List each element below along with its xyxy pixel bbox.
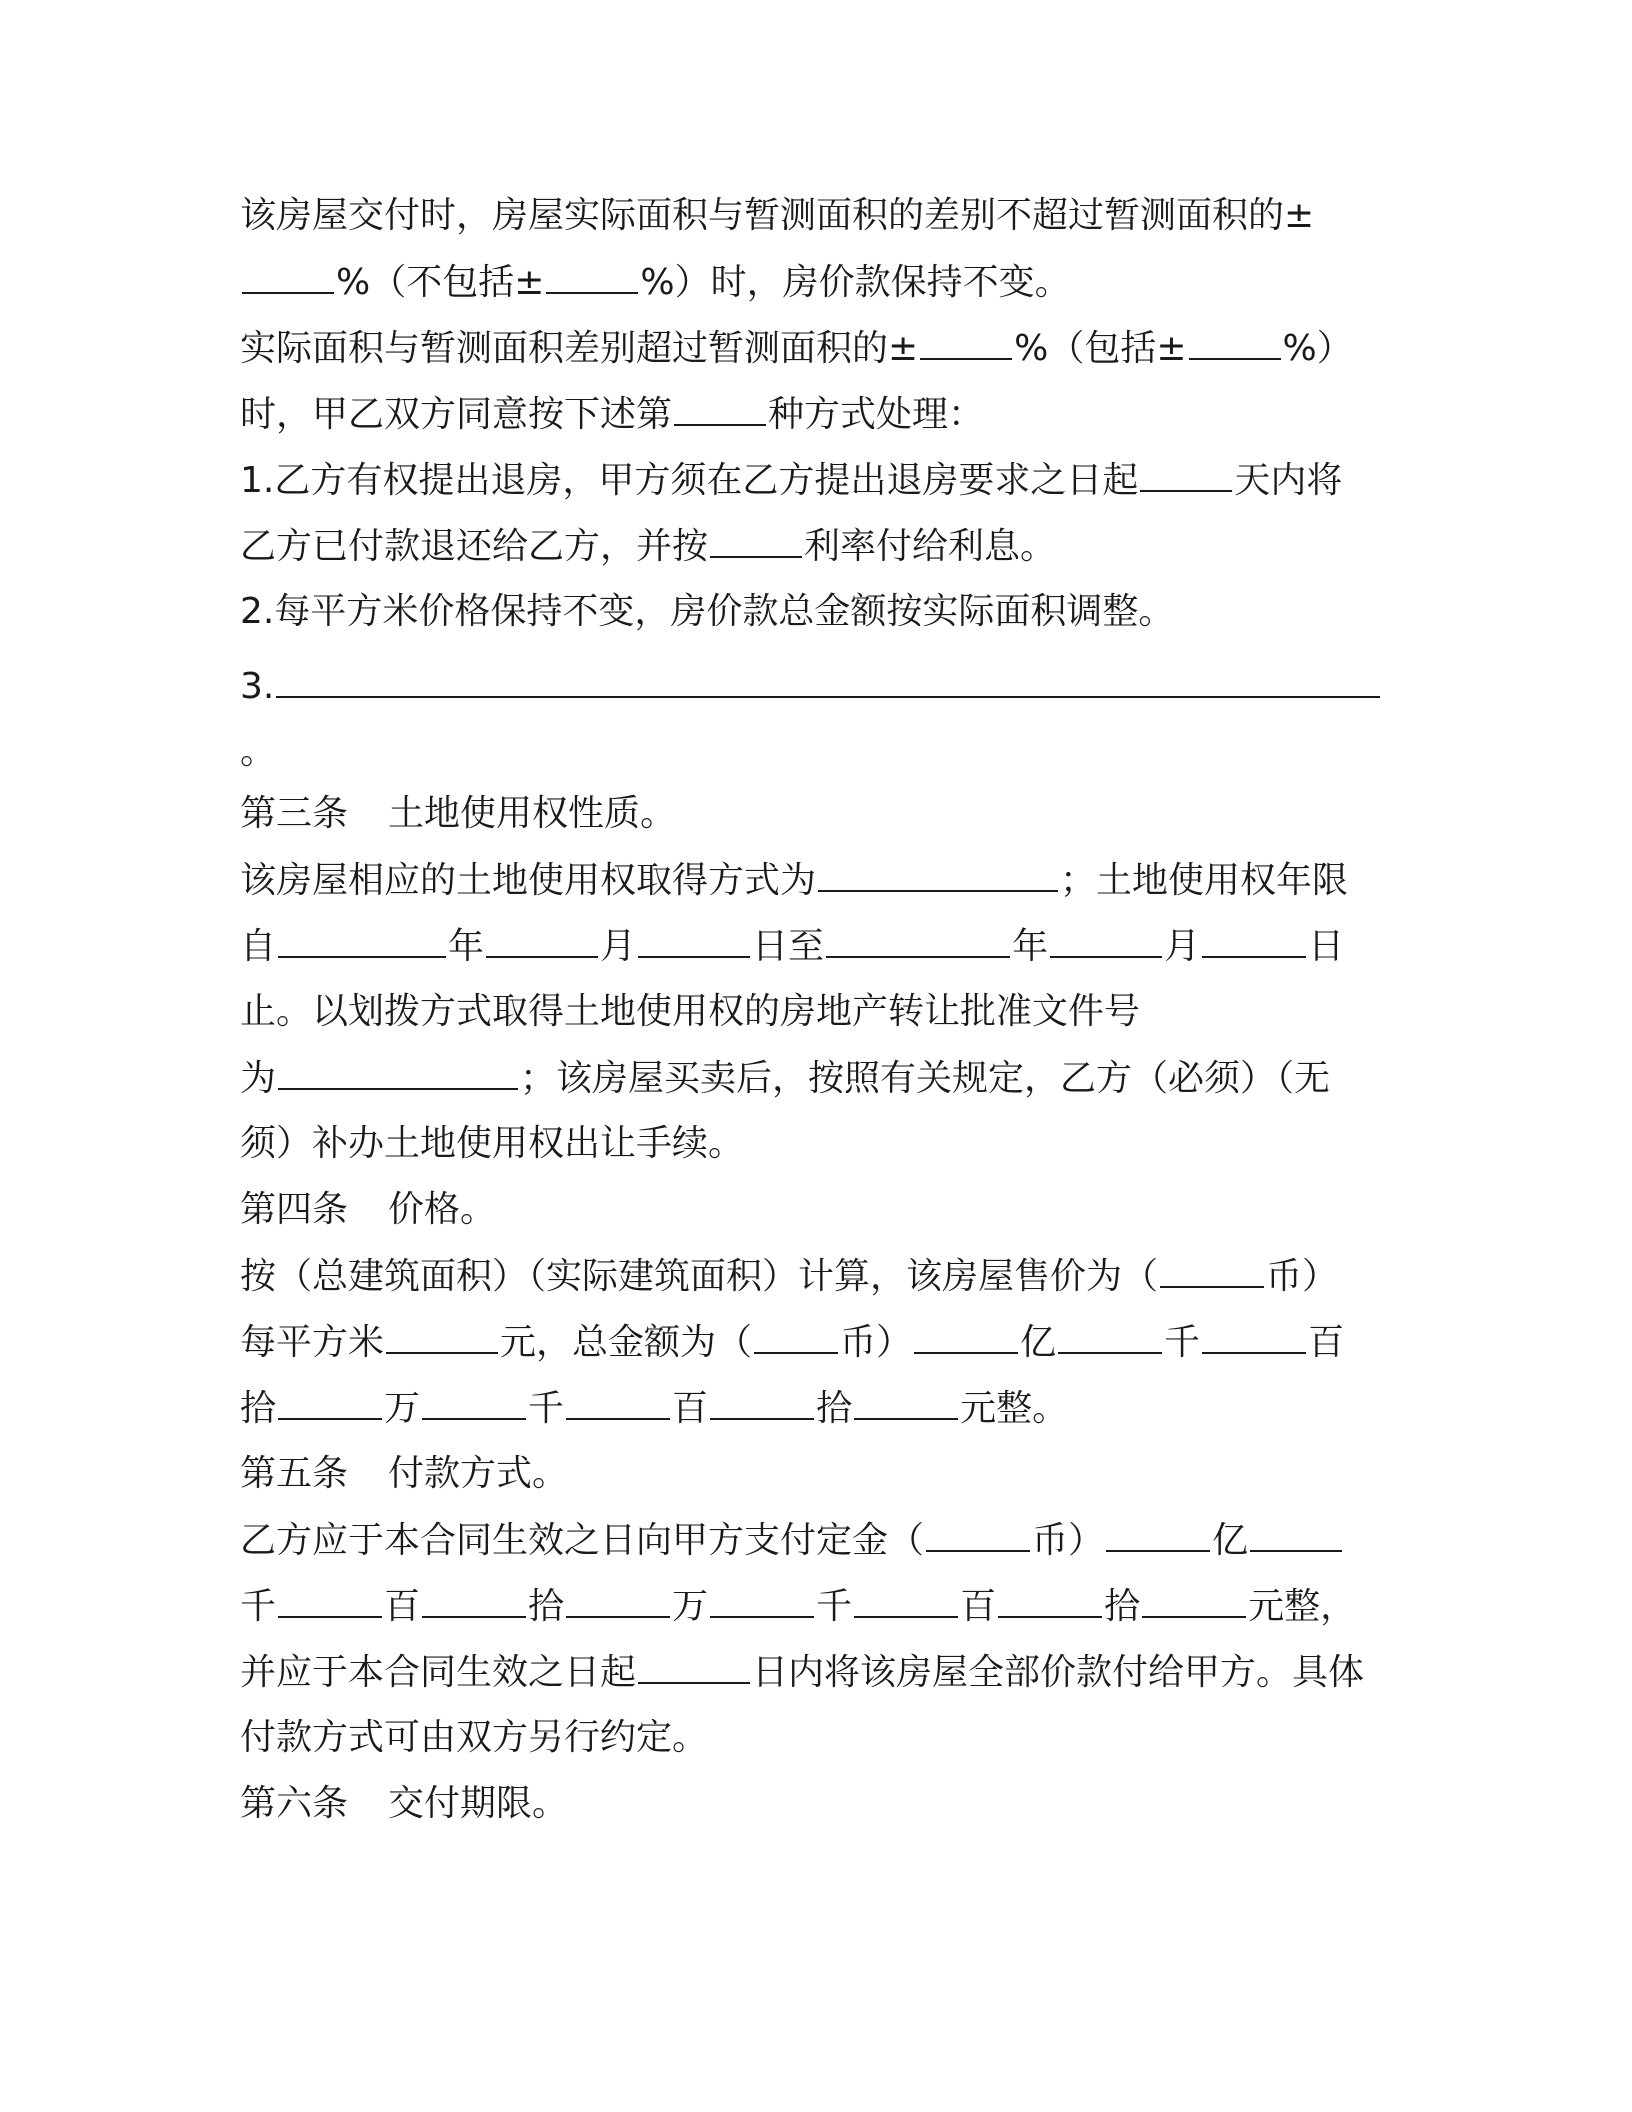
blank-field xyxy=(926,1510,1030,1552)
text-segment: %（不包括± xyxy=(336,262,545,303)
text-line xyxy=(240,1576,1390,1636)
text-line xyxy=(240,722,1390,782)
blank-field xyxy=(386,1312,498,1354)
text-line xyxy=(240,252,1390,312)
blank-field xyxy=(1202,916,1306,958)
text-segment: 月 xyxy=(1164,926,1201,967)
text-segment: 时，甲乙双方同意按下述第 xyxy=(240,394,673,435)
blank-field xyxy=(278,916,446,958)
section-title: 交付期限。 xyxy=(388,1783,569,1824)
blank-field xyxy=(278,1048,518,1090)
text-segment: 每平方米 xyxy=(240,1322,385,1363)
text-segment: 千 xyxy=(528,1388,565,1429)
text-line xyxy=(240,450,1390,510)
section-number: 第六条 xyxy=(240,1783,349,1824)
text-segment: 止。以划拨方式取得土地使用权的房地产转让批准文件号 xyxy=(240,991,1141,1032)
text-line xyxy=(240,582,1390,642)
text-segment: 年 xyxy=(1012,926,1049,967)
blank-field xyxy=(278,1576,382,1618)
text-segment: 实际面积与暂测面积差别超过暂测面积的± xyxy=(240,328,919,369)
text-line xyxy=(240,1246,1390,1306)
blank-field xyxy=(486,916,598,958)
text-segment: 亿 xyxy=(1212,1520,1249,1561)
text-segment: 元整。 xyxy=(960,1388,1069,1429)
section-title: 价格。 xyxy=(388,1189,497,1230)
blank-field xyxy=(278,1378,382,1420)
blank-field xyxy=(1250,1510,1342,1552)
blank-field xyxy=(1142,1576,1246,1618)
text-segment: 百 xyxy=(384,1586,421,1627)
blank-field xyxy=(422,1576,526,1618)
text-segment: 拾 xyxy=(528,1586,565,1627)
blank-field xyxy=(914,1312,1018,1354)
text-segment: 日至 xyxy=(752,926,825,967)
blank-field xyxy=(638,1642,750,1684)
blank-field xyxy=(566,1378,670,1420)
text-line xyxy=(240,1642,1390,1702)
text-segment: 付款方式可由双方另行约定。 xyxy=(240,1717,709,1758)
blank-field xyxy=(710,516,802,558)
text-segment: 须）补办土地使用权出让手续。 xyxy=(240,1123,745,1164)
text-segment: 乙方已付款退还给乙方，并按 xyxy=(240,526,709,567)
text-segment: 拾 xyxy=(816,1388,853,1429)
text-segment: 3. xyxy=(240,666,275,707)
blank-field xyxy=(674,384,766,426)
text-segment: 年 xyxy=(448,926,485,967)
text-segment: 百 xyxy=(960,1586,997,1627)
blank-field xyxy=(1189,318,1281,360)
text-segment: 亿 xyxy=(1020,1322,1057,1363)
text-segment: 币） xyxy=(1266,1256,1339,1297)
blank-field xyxy=(422,1378,526,1420)
text-segment: ；该房屋买卖后，按照有关规定，乙方（必须）（无 xyxy=(520,1058,1331,1099)
blank-field xyxy=(1050,916,1162,958)
section-heading xyxy=(240,784,1390,844)
blank-field xyxy=(638,916,750,958)
text-segment: %） xyxy=(1282,328,1353,369)
text-segment: 1.乙方有权提出退房，甲方须在乙方提出退房要求之日起 xyxy=(240,460,1139,501)
blank-field xyxy=(566,1576,670,1618)
text-segment: 天内将 xyxy=(1234,460,1343,501)
blank-field xyxy=(242,252,334,294)
text-segment: 日内将该房屋全部价款付给甲方。具体 xyxy=(752,1652,1365,1693)
text-segment: 种方式处理： xyxy=(768,394,985,435)
text-line xyxy=(240,1312,1390,1372)
text-line xyxy=(240,1510,1390,1570)
text-segment: 。 xyxy=(240,731,277,772)
section-heading xyxy=(240,1180,1390,1240)
text-segment: 该房屋相应的土地使用权取得方式为 xyxy=(240,860,817,901)
section-title: 付款方式。 xyxy=(388,1453,569,1494)
text-line xyxy=(240,186,1390,246)
text-segment: 该房屋交付时，房屋实际面积与暂测面积的差别不超过暂测面积的± xyxy=(240,195,1315,236)
text-line xyxy=(240,318,1390,378)
section-number: 第五条 xyxy=(240,1453,349,1494)
text-segment: %（包括± xyxy=(1014,328,1187,369)
text-line xyxy=(240,656,1390,716)
text-segment: 拾 xyxy=(1104,1586,1141,1627)
blank-field xyxy=(546,252,638,294)
text-segment: 并应于本合同生效之日起 xyxy=(240,1652,637,1693)
text-segment: 2.每平方米价格保持不变，房价款总金额按实际面积调整。 xyxy=(240,591,1175,632)
text-segment: 币） xyxy=(1032,1520,1105,1561)
blank-field xyxy=(710,1576,814,1618)
text-line xyxy=(240,1378,1390,1438)
blank-field xyxy=(818,850,1058,892)
section-title: 土地使用权性质。 xyxy=(388,793,677,834)
text-line xyxy=(240,384,1390,444)
blank-field xyxy=(998,1576,1102,1618)
text-segment: 百 xyxy=(1308,1322,1345,1363)
blank-field xyxy=(920,318,1012,360)
text-line xyxy=(240,1114,1390,1174)
text-segment: 自 xyxy=(240,926,277,967)
blank-field xyxy=(276,656,1380,698)
text-segment: 千 xyxy=(1164,1322,1201,1363)
text-segment: 日 xyxy=(1308,926,1345,967)
section-heading xyxy=(240,1774,1390,1834)
section-number: 第三条 xyxy=(240,793,349,834)
section-number: 第四条 xyxy=(240,1189,349,1230)
text-line xyxy=(240,982,1390,1042)
text-segment: 利率付给利息。 xyxy=(804,526,1057,567)
blank-field xyxy=(1202,1312,1306,1354)
text-segment: 千 xyxy=(240,1586,277,1627)
blank-field xyxy=(854,1576,958,1618)
text-segment: 元整， xyxy=(1248,1586,1357,1627)
blank-field xyxy=(754,1312,838,1354)
blank-field xyxy=(1140,450,1232,492)
text-segment: 百 xyxy=(672,1388,709,1429)
text-segment: 元，总金额为（ xyxy=(500,1322,753,1363)
text-line xyxy=(240,1048,1390,1108)
blank-field xyxy=(710,1378,814,1420)
text-line xyxy=(240,1708,1390,1768)
text-segment: 乙方应于本合同生效之日向甲方支付定金（ xyxy=(240,1520,925,1561)
text-segment: 月 xyxy=(600,926,637,967)
text-segment: %）时，房价款保持不变。 xyxy=(640,262,1071,303)
text-segment: 拾 xyxy=(240,1388,277,1429)
text-line xyxy=(240,850,1390,910)
text-segment: 币） xyxy=(840,1322,913,1363)
text-segment: 千 xyxy=(816,1586,853,1627)
blank-field xyxy=(1160,1246,1264,1288)
blank-field xyxy=(854,1378,958,1420)
blank-field xyxy=(1106,1510,1210,1552)
text-line xyxy=(240,916,1390,976)
blank-field xyxy=(826,916,1010,958)
blank-field xyxy=(1058,1312,1162,1354)
text-segment: 为 xyxy=(240,1058,277,1099)
text-line xyxy=(240,516,1390,576)
text-segment: 按（总建筑面积）（实际建筑面积）计算，该房屋售价为（ xyxy=(240,1256,1159,1297)
section-heading xyxy=(240,1444,1390,1504)
text-segment: 万 xyxy=(672,1586,709,1627)
text-segment: ；土地使用权年限 xyxy=(1060,860,1349,901)
text-segment: 万 xyxy=(384,1388,421,1429)
